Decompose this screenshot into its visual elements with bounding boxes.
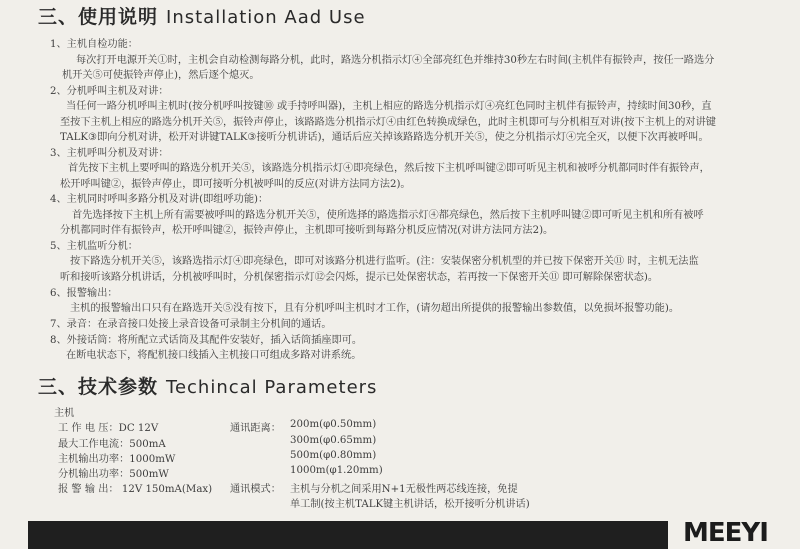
item-2-text: 当任何一路分机呼叫主机时(按分机呼叫按键⑩ 或手持呼叫器)，主机上相应的路选分机指示灯④亮红色同时主机伴有振铃声，持续时间30秒，直 xyxy=(66,101,712,112)
section-title-specs xyxy=(38,372,377,399)
item-8-text: 8、外接话筒：将所配立式话筒及其配件安装好，插入话筒插座即可。 xyxy=(50,335,363,346)
spec-voltage: 工 作 电 压：DC 12V xyxy=(58,423,159,434)
item-1-text: 机开关⑤可使振铃声停止)，然后逐个熄灭。 xyxy=(62,70,260,81)
item-5-text: 听和接听该路分机讲话，分机被呼叫时，分机保密指示灯⑫会闪烁，提示已处保密状态，若再按一下保密开关⑪ 即可解除保密状态)。 xyxy=(60,272,659,283)
spec-alarm-output: 报 警 输 出： 12V 150mA(Max) xyxy=(58,484,213,495)
section-title-usage xyxy=(38,2,366,29)
section-title-usage-zh: 三、使用说明 xyxy=(38,6,159,28)
spec-distance-value: 200m(φ0.50mm) xyxy=(290,419,377,430)
item-3-text: 首先按下主机上要呼叫的路选分机开关⑤，该路选分机指示灯④即亮绿色，然后按下主机呼叫键②即可听见主机和被呼分机都同时伴有振铃声， xyxy=(68,163,710,174)
spec-distance-label: 通讯距离： xyxy=(230,423,281,434)
item-6-text: 主机的报警输出口只有在路选开关⑤没有按下，且有分机呼叫主机时才工作，(请勿超出所提供的报警输出参数值，以免损坏报警功能)。 xyxy=(70,303,680,314)
item-2-text: TALK③即向分机对讲，松开对讲键TALK③接听分机讲话)，通话后应关掉该路路选分机开关⑤，使之分机指示灯④完全灭，以便下次再被呼叫。 xyxy=(60,132,709,143)
item-4-text: 分机都同时伴有振铃声，松开呼叫键②，振铃声停止，主机即可接听到每路分机反应情况(对讲方法同方法2)。 xyxy=(60,225,554,236)
section-title-usage-en: Installation Aad Use xyxy=(166,7,366,28)
spec-distance-value: 500m(φ0.80mm) xyxy=(290,450,377,461)
item-1-text: 每次打开电源开关①时，主机会自动检测每路分机，此时，路选分机指示灯④全部亮红色并维持30秒左右时间(主机伴有振铃声，按任一路选分 xyxy=(76,55,715,66)
item-7-text: 7、录音：在录音接口处接上录音设备可录制主分机间的通话。 xyxy=(50,319,332,330)
spec-mode-line: 单工制(按主机TALK键主机讲话，松开接听分机讲话) xyxy=(290,499,530,510)
item-1-heading: 1、主机自检功能： xyxy=(50,39,138,50)
item-4-heading: 4、主机同时呼叫多路分机及对讲(即组呼功能)： xyxy=(50,194,269,205)
item-2-heading: 2、分机呼叫主机及对讲： xyxy=(50,86,169,97)
spec-max-current: 最大工作电流：500mA xyxy=(58,439,166,450)
brand-logo: MEEYI xyxy=(683,518,768,548)
spec-ext-power: 分机输出功率：500mW xyxy=(58,469,169,480)
item-3-heading: 3、主机呼叫分机及对讲： xyxy=(50,148,169,159)
item-5-text: 按下路选分机开关⑤，该路选指示灯④即亮绿色，即可对该路分机进行监听。(注：安装保密分机机型的并已按下保密开关⑪ 时，主机无法监 xyxy=(70,256,699,267)
host-label: 主机 xyxy=(54,408,75,419)
spec-mode-line: 主机与分机之间采用N+1无极性两芯线连接，免提 xyxy=(290,484,518,495)
footer-bar xyxy=(28,521,668,549)
section-title-specs-en: Techincal Parameters xyxy=(166,377,378,398)
item-3-text: 松开呼叫键②，振铃声停止，即可接听分机被呼叫的反应(对讲方法同方法2)。 xyxy=(60,179,411,190)
item-6-heading: 6、报警输出： xyxy=(50,288,118,299)
item-8-text: 在断电状态下，将配机接口线插入主机接口可组成多路对讲系统。 xyxy=(66,350,362,361)
spec-host-power: 主机输出功率：1000mW xyxy=(58,454,176,465)
section-title-specs-zh: 三、技术参数 xyxy=(38,376,159,398)
item-2-text: 至按下主机上相应的路选分机开关⑤，振铃声停止，该路路选分机指示灯④由红色转换成绿色，此时主机即可与分机相互对讲(按下主机上的对讲键 xyxy=(60,117,716,128)
spec-distance-value: 300m(φ0.65mm) xyxy=(290,435,377,446)
spec-distance-value: 1000m(φ1.20mm) xyxy=(290,465,383,476)
item-4-text: 首先选择按下主机上所有需要被呼叫的路选分机开关⑤，使所选择的路选指示灯④都亮绿色，然后按下主机呼叫键②即可听见主机和所有被呼 xyxy=(72,210,704,221)
item-5-heading: 5、主机监听分机： xyxy=(50,241,138,252)
spec-mode-label: 通讯模式： xyxy=(230,484,281,495)
